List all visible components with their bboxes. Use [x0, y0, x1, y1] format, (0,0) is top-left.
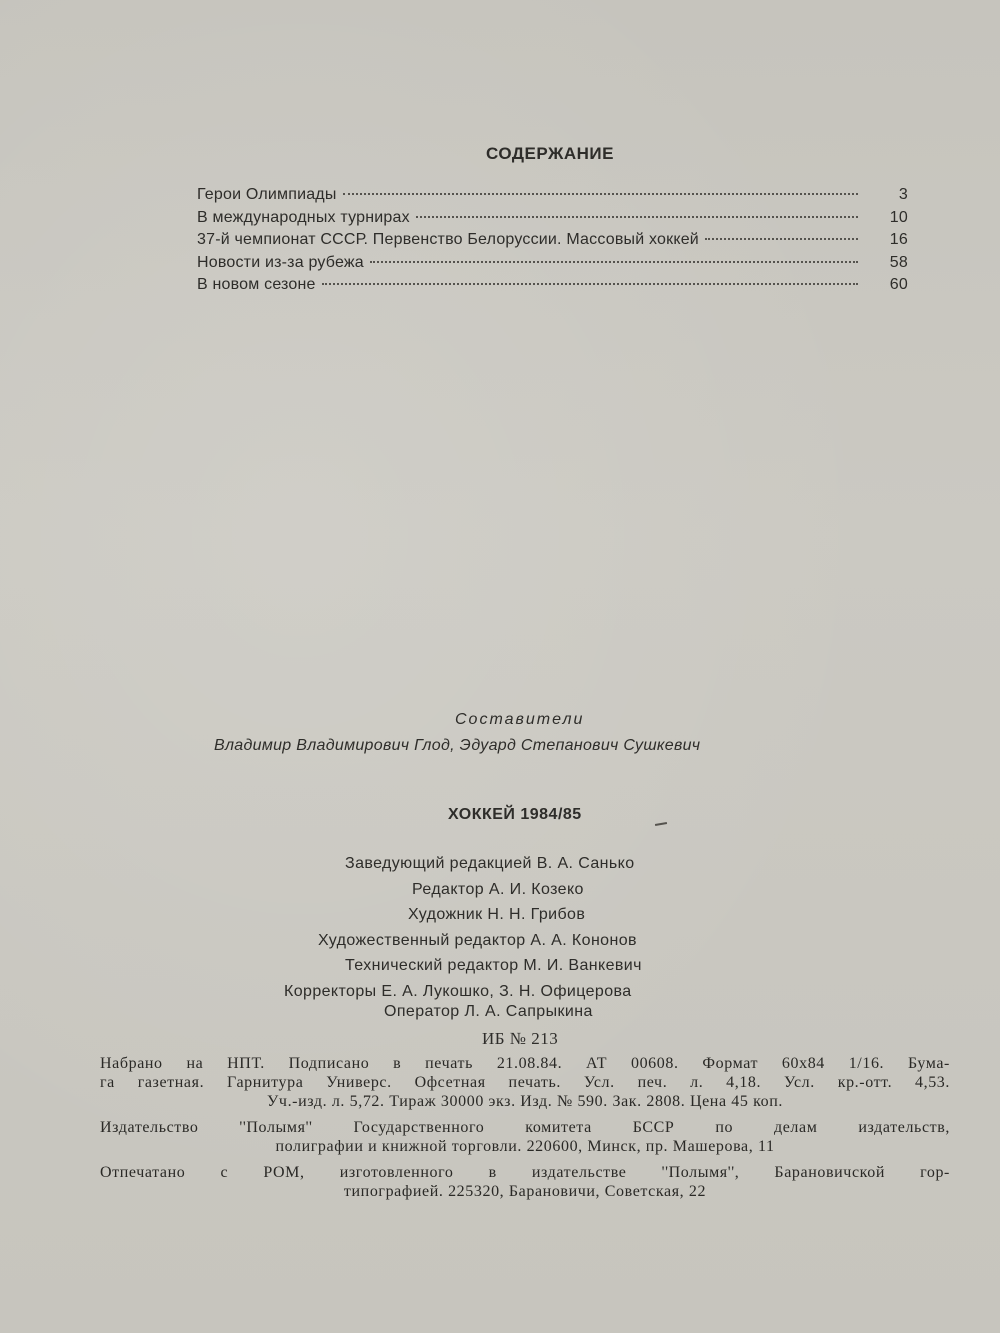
table-of-contents [197, 186, 908, 299]
toc-entry-page: 16 [889, 231, 908, 248]
imprint-line: Издательство ''Полымя'' Государственного комитета БССР по делам издательств, [100, 1119, 950, 1136]
imprint-line: Набрано на НПТ. Подписано в печать 21.08.84. АТ 00608. Формат 60х84 1/16. Бума- [100, 1055, 950, 1072]
imprint-line: типографией. 225320, Барановичи, Советская, 22 [343, 1183, 707, 1200]
toc-entry-label: В международных турнирах [197, 208, 410, 226]
imprint-line: полиграфии и книжной торговли. 220600, Минск, пр. Машерова, 11 [275, 1138, 775, 1155]
imprint-line: Отпечатано с РОМ, изготовленного в издательстве ''Полымя'', Барановичской гор- [100, 1164, 950, 1181]
toc-entry-page: 3 [898, 186, 908, 203]
staff-line: Заведующий редакцией В. А. Санько [345, 855, 635, 872]
staff-line: Технический редактор М. И. Ванкевич [345, 957, 642, 974]
toc-title: СОДЕРЖАНИЕ [486, 144, 614, 163]
toc-entry [197, 209, 908, 232]
imprint-line: Уч.-изд. л. 5,72. Тираж 30000 экз. Изд. № 590. Зак. 2808. Цена 45 коп. [267, 1093, 783, 1110]
toc-entry [197, 254, 908, 277]
toc-entry-label: 37-й чемпионат СССР. Первенство Белоруссии. Массовый хоккей [197, 231, 699, 248]
toc-entry [197, 186, 908, 209]
toc-leader-dots [370, 261, 858, 263]
toc-entry [197, 231, 908, 254]
staff-line: Корректоры Е. А. Лукошко, З. Н. Офицерова [284, 983, 632, 1000]
toc-leader-dots [343, 193, 858, 195]
toc-entry-label: Герои Олимпиады [197, 186, 337, 203]
ib-number: ИБ № 213 [482, 1029, 559, 1048]
toc-leader-dots [705, 238, 858, 240]
toc-leader-dots [416, 216, 858, 218]
compilers-label: Составители [455, 711, 585, 728]
toc-entry-label: В новом сезоне [197, 276, 316, 293]
toc-entry-page: 10 [889, 208, 908, 226]
staff-line: Художественный редактор А. А. Кононов [318, 932, 637, 949]
staff-line: Оператор Л. А. Сапрыкина [384, 1003, 593, 1020]
toc-entry-page: 58 [889, 253, 908, 271]
toc-entry [197, 276, 908, 299]
staff-line: Художник Н. Н. Грибов [408, 906, 586, 923]
toc-entry-page: 60 [889, 276, 908, 293]
pencil-mark [655, 822, 667, 826]
toc-leader-dots [322, 283, 858, 285]
compilers-names: Владимир Владимирович Глод, Эдуард Степанович Сушкевич [214, 737, 701, 754]
imprint-line: га газетная. Гарнитура Универс. Офсетная печать. Усл. печ. л. 4,18. Усл. кр.-отт. 4,53. [100, 1074, 950, 1091]
imprint-block [100, 1054, 950, 1201]
toc-entry-label: Новости из-за рубежа [197, 253, 364, 271]
book-title: ХОККЕЙ 1984/85 [448, 806, 582, 823]
staff-line: Редактор А. И. Козеко [412, 881, 584, 898]
